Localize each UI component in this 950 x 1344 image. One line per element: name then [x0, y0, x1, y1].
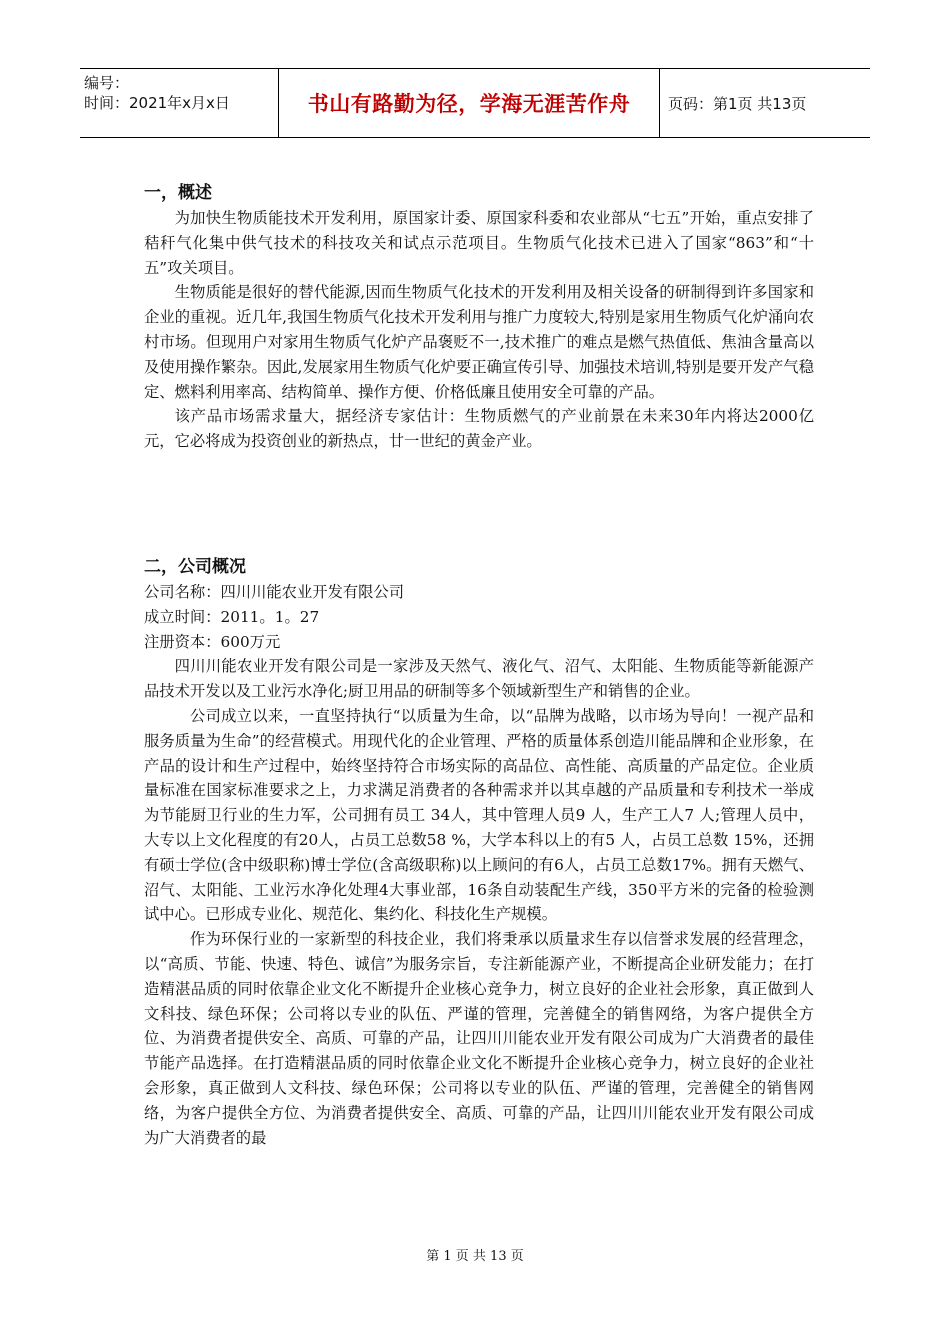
motto: 书山有路勤为径，学海无涯苦作舟: [307, 92, 631, 116]
section-title-company: 二，公司概况: [144, 556, 246, 577]
spacer: [144, 454, 814, 554]
paragraph: 公司成立以来，一直坚持执行“以质量为生命，以“品牌为战略，以市场为导向！一视产品和服务质量为生命”的经营模式。用现代化的企业管理、严格的质量体系创造川能品牌和企业形象，在产品的设计和生产过程中，始终坚持符合市场实际的高品位、高性能、高质量的产品定位。企业质量标准在国家标准要求之上，力求满足消费者的各种需求并以其卓越的产品质量和专利技术一举成为节能厨卫行业的生力军，公司拥有员工 34人，其中管理人员9 人，生产工人7 人;管理人员中，大专以上文化程度的有20人，占员工总数58 %，大学本科以上的有5 人，占员工总数 15%，还拥有硕士学位(含中级职称)博士学位(含高级职称)以上顾问的有6人，占员工总数17%。拥有天燃气、沼气、太阳能、工业污水净化处理4大事业部，16条自动装配生产线，350平方米的完备的检验测试中心。已形成专业化、规范化、集约化、科技化生产规模。: [144, 706, 814, 924]
paragraph: 该产品市场需求量大，据经济专家估计：生物质燃气的产业前景在未来30年内将达2000亿元，它必将成为投资创业的新热点，廿一世纪的黄金产业。: [144, 407, 814, 451]
page-footer: 第 1 页 共 13 页: [426, 1249, 524, 1264]
header-meta: [80, 69, 278, 137]
page-header: [80, 68, 870, 138]
number-label: 编号：: [84, 74, 130, 92]
document-body: [144, 180, 814, 1150]
time-label: 时间：2021年x月x日: [84, 94, 230, 112]
registered-capital: 注册资本：600万元: [144, 632, 281, 651]
header-motto-cell: [278, 69, 660, 137]
paragraph: 四川川能农业开发有限公司是一家涉及天然气、液化气、沼气、太阳能、生物质能等新能源产品技术开发以及工业污水净化;厨卫用品的研制等多个领域新型生产和销售的企业。: [144, 657, 814, 701]
section-title-overview: 一，概述: [144, 183, 212, 203]
paragraph: 作为环保行业的一家新型的科技企业，我们将秉承以质量求生存以信誉求发展的经营理念，以“高质、节能、快速、特色、诚信”为服务宗旨，专注新能源产业，不断提高企业研发能力；在打造精湛品质的同时依靠企业文化不断提升企业核心竞争力，树立良好的企业社会形象，真正做到人文科技、绿色环保；公司将以专业的队伍、严谨的管理，完善健全的销售网络，为客户提供全方位、为消费者提供安全、高质、可靠的产品，让四川川能农业开发有限公司成为广大消费者的最佳节能产品选择。在打造精湛品质的同时依靠企业文化不断提升企业核心竞争力，树立良好的企业社会形象，真正做到人文科技、绿色环保；公司将以专业的队伍、严谨的管理，完善健全的销售网络，为客户提供全方位、为消费者提供安全、高质、可靠的产品，让四川川能农业开发有限公司成为广大消费者的最: [144, 930, 814, 1147]
header-page-info-cell: [660, 69, 870, 137]
page-info: 页码：第1页 共13页: [668, 94, 807, 113]
established-date: 成立时间：2011。1。27: [144, 607, 320, 626]
paragraph: 生物质能是很好的替代能源,因而生物质气化技术的开发利用及相关设备的研制得到许多国家和企业的重视。近几年,我国生物质气化技术开发利用与推广力度较大,特别是家用生物质气化炉涌向农村市场。但现用户对家用生物质气化炉产品褒贬不一,技术推广的难点是燃气热值低、焦油含量高以及使用操作繁杂。因此,发展家用生物质气化炉要正确宣传引导、加强技术培训,特别是要开发产气稳定、燃料利用率高、结构简单、操作方便、价格低廉且使用安全可靠的产品。: [144, 283, 814, 401]
company-name: 公司名称：四川川能农业开发有限公司: [144, 582, 405, 601]
paragraph: 为加快生物质能技术开发利用，原国家计委、原国家科委和农业部从“七五”开始，重点安排了秸秆气化集中供气技术的科技攻关和试点示范项目。生物质气化技术已进入了国家“863”和“十五”攻关项目。: [144, 209, 814, 277]
